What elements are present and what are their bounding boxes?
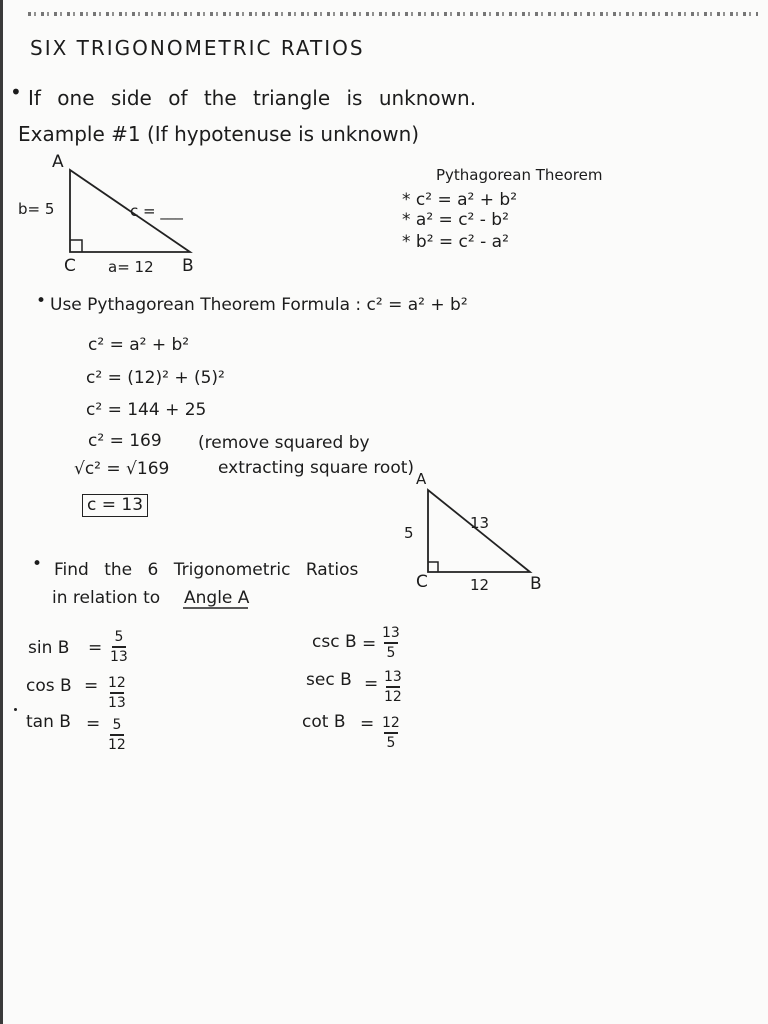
stray-dot: [14, 708, 17, 711]
ratio-csc-den: 5: [386, 644, 396, 661]
tri2-side-ac: 5: [404, 524, 414, 542]
ratio-tan-den: 12: [108, 736, 126, 753]
ratio-csc-num: 13: [382, 625, 400, 641]
ratio-cot-fraction: [382, 716, 400, 750]
ratio-sec-equals: =: [364, 674, 379, 694]
ratio-sin-equals: =: [88, 638, 103, 658]
fraction-bar: [384, 642, 398, 644]
bullet-3-line-2-prefix: in relation to: [52, 588, 161, 608]
step-2: c² = (12)² + (5)²: [86, 368, 225, 388]
ratio-csc-fraction: [382, 626, 400, 660]
ratio-sin-label: sin B: [28, 638, 70, 658]
example-heading: Example #1 (If hypotenuse is unknown): [18, 122, 420, 146]
pythagorean-formula-1: * c² = a² + b²: [402, 190, 518, 210]
step-3: c² = 144 + 25: [86, 400, 207, 420]
bullet-3-angle: Angle A: [184, 588, 250, 608]
bullet-3-dot: •: [32, 554, 43, 574]
ratio-cos-equals: =: [84, 676, 99, 696]
ratio-cos-label: cos B: [26, 676, 72, 696]
step-1: c² = a² + b²: [88, 335, 190, 355]
ratio-cot-num: 12: [382, 715, 400, 731]
step-4: c² = 169: [88, 431, 162, 451]
tri1-vertex-a: A: [52, 152, 64, 172]
fraction-bar: [112, 646, 126, 648]
note-line-2: extracting square root): [218, 458, 415, 478]
ratio-sin-den: 13: [110, 648, 128, 665]
tri1-vertex-b: B: [182, 256, 194, 276]
ratio-sin-num: 5: [114, 629, 124, 645]
tri2-side-ab: 13: [470, 514, 490, 532]
tri1-side-c: c = ___: [130, 202, 183, 220]
ratio-cot-label: cot B: [302, 712, 346, 732]
ratio-tan-fraction: [108, 718, 126, 752]
ratio-sec-label: sec B: [306, 670, 352, 690]
ratio-csc-equals: =: [362, 634, 377, 654]
ratio-sec-num: 13: [384, 669, 402, 685]
bullet-1-dot: •: [10, 80, 22, 104]
pythagorean-formula-2: * a² = c² - b²: [402, 210, 509, 230]
result-box: c = 13: [82, 494, 148, 517]
fraction-bar: [110, 692, 124, 694]
tri2-vertex-a: A: [416, 470, 427, 488]
tri2-side-cb: 12: [470, 576, 490, 594]
ratio-tan-label: tan B: [26, 712, 71, 732]
fraction-bar: [384, 732, 398, 734]
fraction-bar: [110, 734, 124, 736]
bullet-3-line-1: Find the 6 Trigonometric Ratios: [54, 560, 359, 580]
ratio-csc-label: csc B: [312, 632, 357, 652]
tri1-side-b: b= 5: [18, 200, 55, 218]
ratio-tan-num: 5: [112, 717, 122, 733]
ratio-cot-den: 5: [386, 734, 396, 751]
page-title: SIX TRIGONOMETRIC RATIOS: [30, 36, 365, 60]
bullet-2-dot: •: [36, 291, 47, 311]
note-line-1: (remove squared by: [198, 433, 370, 453]
ratio-cot-equals: =: [360, 714, 375, 734]
ratio-sin-fraction: [110, 630, 128, 664]
ratio-cos-num: 12: [108, 675, 126, 691]
step-5: √c² = √169: [74, 459, 170, 479]
ratio-cos-fraction: [108, 676, 126, 710]
tri2-vertex-b: B: [530, 574, 542, 594]
tri1-side-a: a= 12: [108, 258, 154, 276]
bullet-2-text: Use Pythagorean Theorem Formula : c² = a² + b²: [50, 295, 468, 315]
ratio-sec-fraction: [384, 670, 402, 704]
ratio-sec-den: 12: [384, 688, 402, 705]
ratio-tan-equals: =: [86, 714, 101, 734]
tri1-vertex-c: C: [64, 256, 76, 276]
tri2-vertex-c: C: [416, 572, 428, 592]
pythagorean-formula-3: * b² = c² - a²: [402, 232, 509, 252]
fraction-bar: [386, 686, 400, 688]
ratio-cos-den: 13: [108, 694, 126, 711]
pythagorean-heading: Pythagorean Theorem: [436, 166, 603, 184]
bullet-1-text: If one side of the triangle is unknown.: [28, 86, 477, 110]
